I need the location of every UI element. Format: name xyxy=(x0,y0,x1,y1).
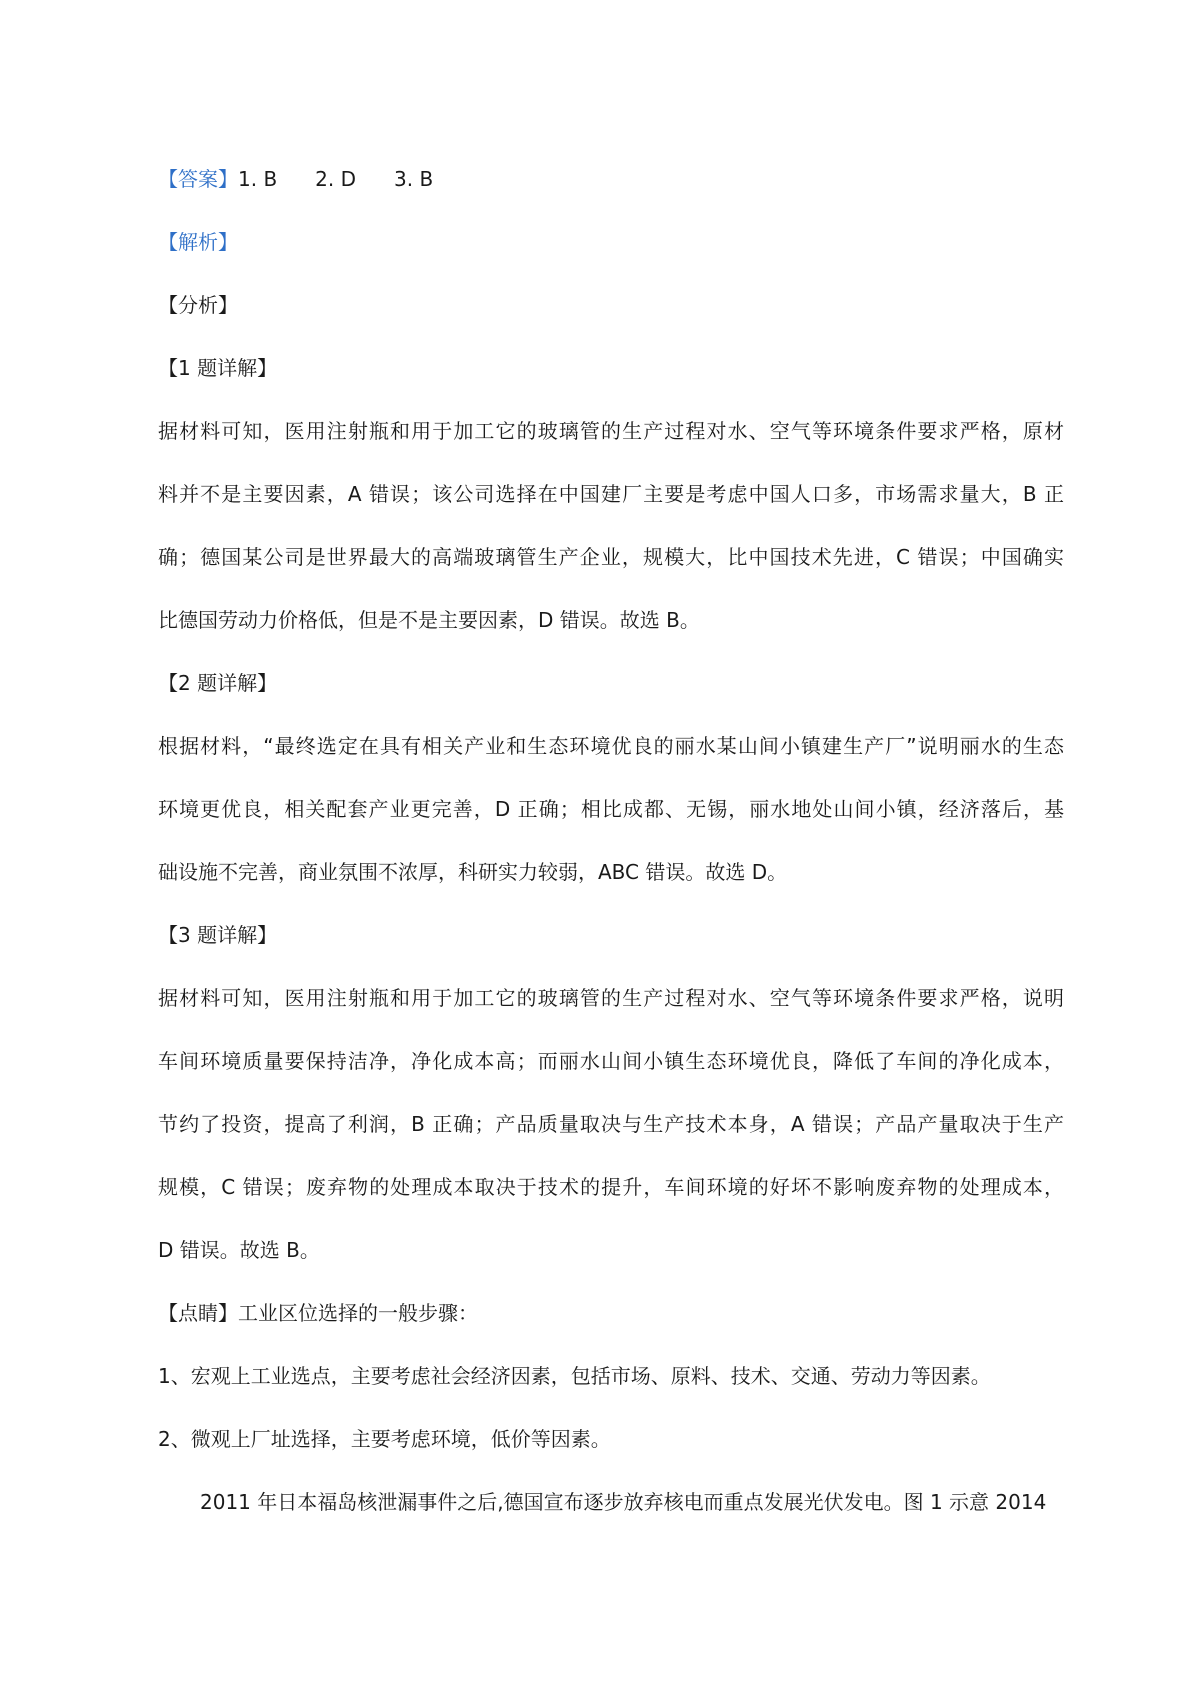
answer-item-2: 2. D xyxy=(315,167,357,191)
q3-line: 规模，C 错误；废弃物的处理成本取决于技术的提升，车间环境的好坏不影响废弃物的处理成本， xyxy=(158,1175,1064,1199)
answer-item-3: 3. B xyxy=(394,167,434,191)
q1-line: 比德国劳动力价格低，但是不是主要因素，D 错误。故选 B。 xyxy=(158,608,700,632)
tip-line: 1、宏观上工业选点，主要考虑社会经济因素，包括市场、原料、技术、交通、劳动力等因素。 xyxy=(158,1364,991,1388)
q2-heading: 【2 题详解】 xyxy=(158,671,278,695)
q3-line: 节约了投资，提高了利润，B 正确；产品质量取决与生产技术本身，A 错误；产品产量取决于生产 xyxy=(158,1112,1064,1136)
tip-heading: 【点睛】工业区位选择的一般步骤： xyxy=(158,1301,478,1325)
answer-label: 【答案】 xyxy=(158,167,238,191)
fenxi-label: 【分析】 xyxy=(158,293,238,317)
q2-line: 根据材料，“最终选定在具有相关产业和生态环境优良的丽水某山间小镇建生产厂”说明丽水的生态 xyxy=(158,734,1064,758)
q1-line: 据材料可知，医用注射瓶和用于加工它的玻璃管的生产过程对水、空气等环境条件要求严格，原材 xyxy=(158,419,1064,443)
analysis-label: 【解析】 xyxy=(158,230,238,254)
answer-item-1: 1. B xyxy=(238,167,278,191)
q2-line: 础设施不完善，商业氛围不浓厚，科研实力较弱，ABC 错误。故选 D。 xyxy=(158,860,788,884)
q1-line: 确；德国某公司是世界最大的高端玻璃管生产企业，规模大，比中国技术先进，C 错误；中国确实 xyxy=(158,545,1064,569)
tip-line: 2、微观上厂址选择，主要考虑环境，低价等因素。 xyxy=(158,1427,611,1451)
q1-heading: 【1 题详解】 xyxy=(158,356,278,380)
q3-line: D 错误。故选 B。 xyxy=(158,1238,320,1262)
q3-heading: 【3 题详解】 xyxy=(158,923,278,947)
q2-line: 环境更优良，相关配套产业更完善，D 正确；相比成都、无锡，丽水地处山间小镇，经济落后，基 xyxy=(158,797,1064,821)
q3-line: 据材料可知，医用注射瓶和用于加工它的玻璃管的生产过程对水、空气等环境条件要求严格，说明 xyxy=(158,986,1064,1010)
q1-line: 料并不是主要因素，A 错误；该公司选择在中国建厂主要是考虑中国人口多，市场需求量大，B 正 xyxy=(158,482,1064,506)
answer-line xyxy=(158,164,1064,194)
next-question-line: 2011 年日本福岛核泄漏事件之后,德国宣布逐步放弃核电而重点发展光伏发电。图 1 示意 2014 xyxy=(200,1490,1047,1514)
q3-line: 车间环境质量要保持洁净，净化成本高；而丽水山间小镇生态环境优良，降低了车间的净化成本， xyxy=(158,1049,1064,1073)
